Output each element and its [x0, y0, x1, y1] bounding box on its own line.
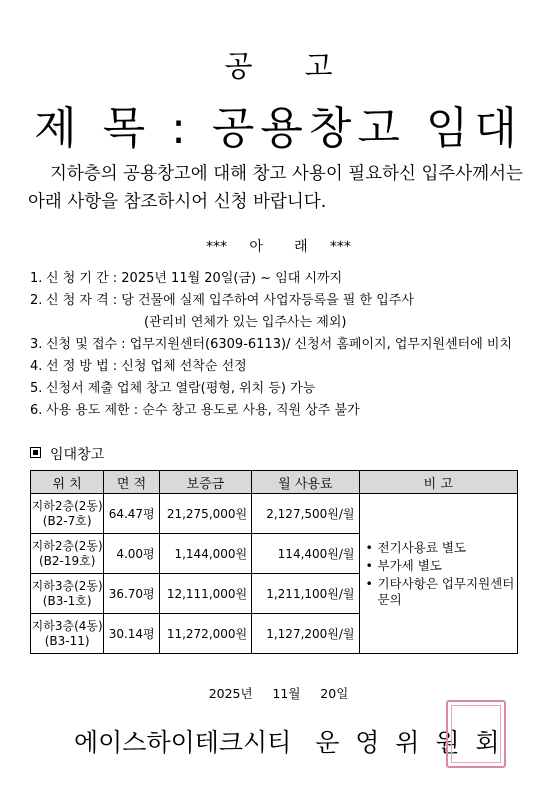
- cell-remarks: [359, 494, 517, 654]
- cell-area: 64.47평: [104, 494, 159, 534]
- cell-monthly-fee: 2,127,500원/월: [252, 494, 359, 534]
- list-item: 2. 신 청 자 격 : 당 건물에 실제 입주하여 사업자등록을 필 한 입주사: [30, 293, 414, 308]
- list-item: 5. 신청서 제출 업체 창고 열람(평형, 위치 등) 가능: [30, 381, 316, 396]
- section-heading: 임대창고: [30, 444, 104, 464]
- below-heading: *** 아 래 ***: [206, 239, 351, 255]
- list-item-note: (관리비 연체가 있는 입주사는 제외): [144, 315, 347, 330]
- item-list: [30, 268, 550, 422]
- cell-location: 지하2층(2동) (B2-7호): [31, 494, 104, 534]
- cell-monthly-fee: 114,400원/월: [252, 534, 359, 574]
- header-remarks: 비 고: [359, 471, 517, 494]
- cell-area: 36.70평: [104, 574, 159, 614]
- remark-item: • 부가세 별도: [366, 558, 517, 574]
- cell-location: 지하3층(2동) (B3-1호): [31, 574, 104, 614]
- list-item: 1. 신 청 기 간 : 2025년 11월 20일(금) ~ 임대 시까지: [30, 271, 343, 286]
- lease-table: [30, 470, 518, 654]
- cell-area: 30.14평: [104, 614, 159, 654]
- remark-item: • 전기사용료 별도: [366, 540, 517, 556]
- intro-paragraph: [28, 160, 538, 216]
- cell-location: 지하2층(2동) (B2-19호): [31, 534, 104, 574]
- header-monthly-fee: 월 사용료: [252, 471, 359, 494]
- list-item: 4. 선 정 방 법 : 신청 업체 선착순 선정: [30, 359, 247, 374]
- signer-name: 에이스하이테크시티 운 영 위 원 회: [74, 728, 500, 757]
- header-deposit: 보증금: [159, 471, 252, 494]
- cell-deposit: 21,275,000원: [159, 494, 252, 534]
- official-seal: [446, 700, 506, 768]
- intro-line-1: 지하층의 공용창고에 대해 창고 사용이 필요하신 입주사께서는: [50, 164, 523, 184]
- cell-monthly-fee: 1,127,200원/월: [252, 614, 359, 654]
- cell-monthly-fee: 1,211,100원/월: [252, 574, 359, 614]
- document-title: 제 목 : 공용창고 임대: [34, 103, 523, 154]
- table-header-row: [31, 471, 518, 494]
- cell-deposit: 1,144,000원: [159, 534, 252, 574]
- cell-location: 지하3층(4동) (B3-11): [31, 614, 104, 654]
- table-row: [31, 494, 518, 534]
- list-item: 3. 신청 및 접수 : 업무지원센터(6309-6113)/ 신청서 홈페이지, 업무지원센터에 비치: [30, 337, 513, 352]
- notice-label: 공고: [224, 49, 385, 83]
- cell-deposit: 11,272,000원: [159, 614, 252, 654]
- header-location: 위 치: [31, 471, 104, 494]
- cell-deposit: 12,111,000원: [159, 574, 252, 614]
- square-bullet-icon: [30, 447, 41, 458]
- header-area: 면 적: [104, 471, 159, 494]
- list-item: 6. 사용 용도 제한 : 순수 창고 용도로 사용, 직원 상주 불가: [30, 403, 360, 418]
- remark-item: • 기타사항은 업무지원센터 문의: [366, 576, 517, 608]
- intro-line-2: 아래 사항을 참조하시어 신청 바랍니다.: [28, 192, 327, 212]
- cell-area: 4.00평: [104, 534, 159, 574]
- notice-date: 2025년 11월 20일: [208, 686, 349, 701]
